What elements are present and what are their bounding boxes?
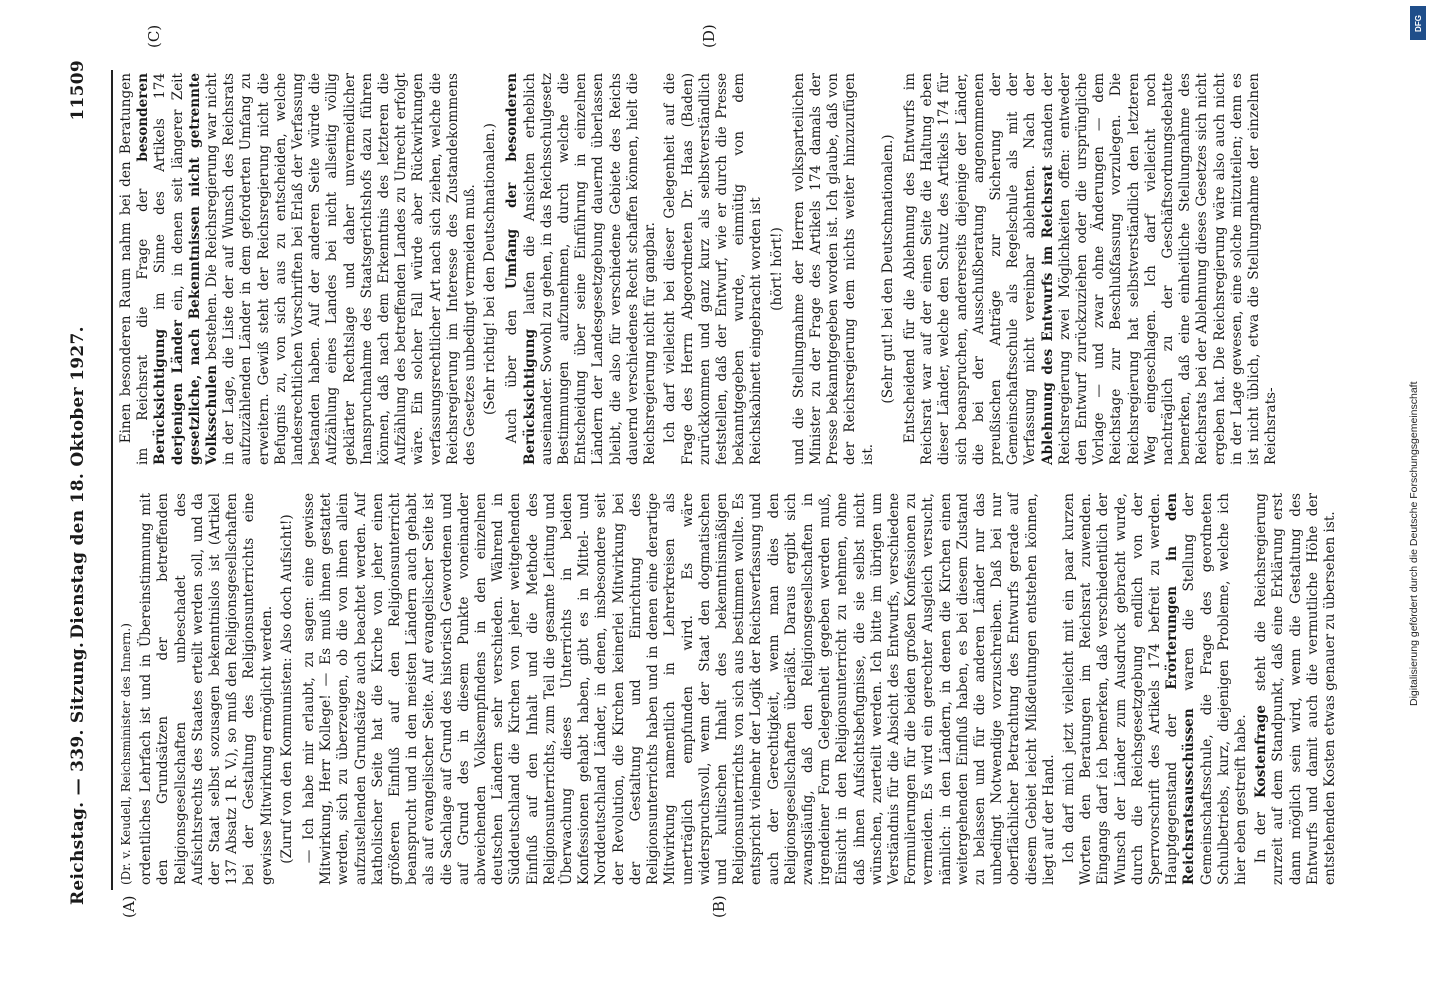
bold-phrase: Kostenfrage [1253, 704, 1270, 798]
paragraph: ordentliches Lehrfach ist und in Übereinstimmung mit den Grundsätzen der betreffenden Religionsgesellschaften unbeschadet des Aufsichtsrechts des Staates erteilt werden soll, und da der Staat selbst sozusagen bekenntnislos ist (Artikel 137 Absatz 1 R. V.), so muß den Religionsgesellschaften bei der Gestaltung des Religionsunterrichts eine gewisse Mitwirkung ermöglicht werden. [138, 493, 275, 885]
paragraph: In der Kostenfrage steht die Reichsregierung zurzeit auf dem Standpunkt, daß eine Erklärung erst dann möglich sein wird, wenn die Gestaltung des Entwurfs und damit auch die vermutliche Höhe der entstehenden Kosten etwas genauer zu übersehen ist. [1253, 493, 1339, 885]
paragraph: — Ich habe mir erlaubt, zu sagen: eine gewisse Mitwirkung, Herr Kollege! — Es muß ihnen gestattet werden, sich zu überzeugen, ob die von ihnen allein aufzustellenden Grundsätze auch beachtet werden. Auf katholischer Seite hat die Kirche von jeher einen größeren Einfluß auf den Religionsunterricht beansprucht und in den meisten Ländern auch gehabt als auf evangelischer Seite. Auf evangelischer Seite ist die Sachlage auf Grund des historisch Gewordenen und auf Grund des in diesem Punkte voneinander abweichenden Volksempfindens in den einzelnen deutschen Ländern sehr verschieden. Während in Süddeutschland die Kirchen von jeher weitgehenden Einfluß auf den Inhalt und die Methode des Religionsunterrichts, zum Teil die gesamte Leitung und Überwachung dieses Unterrichts in beiden Konfessionen gehabt haben, gibt es in Mittel- und Norddeutschland Länder, in denen, insbesondere seit der Revolution, die Kirchen keinerlei Mitwirkung bei der Gestaltung und Einrichtung des Religionsunterrichts haben und in denen eine derartige Mitwirkung namentlich in Lehrerkreisen als unerträglich empfunden wird. Es wäre widerspruchsvoll, wenn der Staat den dogmatischen und kultischen Inhalt des bekenntnismäßigen Religionsunterrichts von sich aus bestimmen wollte. Es entspricht vielmehr der Logik der Reichsverfassung und auch der Gerechtigkeit, wenn man dies den Religionsgesellschaften überläßt. Daraus ergibt sich zwangsläufig, daß den Religionsgesellschaften in irgendeiner Form Gelegenheit gegeben werden muß, Einsicht in den Religionsunterricht zu nehmen, ohne daß ihnen Aufsichtsbefugnisse, die sie selbst nicht wünschen, zuerteilt werden. Ich bitte im übrigen um Verständnis für die Absicht des Entwurfs, verschiedene Formulierungen für die beiden großen Konfessionen zu vermeiden. Es wird ein gerechter Ausgleich versucht, nämlich: in den Ländern, in denen die Kirchen einen weitergehenden Einfluß haben, es bei diesem Zustand zu belassen und für die anderen Länder nur das unbedingt Notwendige vorzuschreiben. Daß bei nur oberflächlicher Betrachtung des Entwurfs gerade auf diesem Gebiet leicht Mißdeutungen entstehen können, liegt auf der Hand. [301, 493, 1057, 885]
paragraph: Entscheidend für die Ablehnung des Entwurfs im Reichsrat war auf der einen Seite die Haltung eben dieser Länder, welche den Schutz des Artikels 174 für sich beanspruchen, andererseits diejenige der Länder, die bei der Ausschußberatung angenommenen preußischen Anträge zur Sicherung der Gemeinschaftsschule als Regelschule als mit der Verfassung nicht vereinbar ablehnten. Nach der Ablehnung des Entwurfs im Reichsrat standen der Reichsregierung zwei Möglichkeiten offen: entweder den Entwurf zurückzuziehen oder die ursprüngliche Vorlage — und zwar ohne Änderungen — dem Reichstage zur Beschlußfassung vorzulegen. Die Reichsregierung hat selbstverständlich den letzteren Weg eingeschlagen. Ich darf vielleicht noch nachträglich zu der Geschäftsordnungsdebatte bemerken, daß eine einheitliche Stellungnahme des Reichsrats bei der Ablehnung dieses Gesetzes sich nicht ergeben hat. Die Reichsregierung wäre also auch nicht in der Lage gewesen, eine solche mitzuteilen; denn es ist nicht üblich, etwa die Stellungnahme der einzelnen Reichsrats- [901, 73, 1280, 465]
interjection: (Sehr richtig! bei den Deutschnationalen.) [482, 123, 499, 415]
margin-marker-a: (A) [120, 895, 138, 918]
interjection: (hört! hört!) [768, 227, 785, 311]
speaker-line: (Dr. v. Keudell, Reichsminister des Innern.) [119, 623, 133, 885]
paragraph: Ich darf vielleicht bei dieser Gelegenheit auf die Frage des Herrn Abgeordneten Dr. Haas (Baden) zurückkommen und ganz kurz als selbstverständlich feststellen, daß der Entwurf, wie er durch die Presse bekanntgegeben wurde, einmütig von dem Reichskabinett eingebracht worden ist [662, 73, 765, 465]
margin-marker-b: (B) [710, 895, 728, 918]
dfg-logo: DFG [1410, 6, 1426, 40]
credit-text: Digitalisierung gefördert durch die Deutsche Forschungsgemeinschaft [1408, 381, 1420, 706]
header-left: Reichstag. — 339. Sitzung. [68, 641, 88, 905]
paragraph: Auch über den Umfang der besonderen Berücksichtigung laufen die Ansichten erheblich auseinander. Sowohl zu gehen, in das Reichsschulgesetz Bestimmungen aufzunehmen, durch welche die Entscheidung über seine Einführung in einzelnen Ländern der Landesgesetzgebung dauernd überlassen bleibt, die also für verschiedene Gebiete des Reichs dauernd verschiedenes Recht schaffen können, hielt die Reichsregierung nicht für gangbar. [504, 73, 659, 465]
interjection: (Zuruf von den Kommunisten: Also doch Aufsicht!) [278, 514, 295, 864]
paragraph: und die Stellungnahme der Herren volksparteilichen Minister zu der Frage des Artikels 174 damals der Presse bekanntgegeben worden ist. Ich glaube, daß von der Reichsregierung dem nichts weiter hinzuzufügen ist. [790, 73, 876, 465]
page-number: 11509 [68, 60, 88, 121]
digitization-credit [1406, 6, 1430, 706]
interjection: (Sehr gut! bei den Deutschnationalen.) [879, 134, 896, 404]
page-header [68, 60, 108, 905]
margin-marker-c: (C) [145, 24, 163, 48]
paragraph: Ich darf mich jetzt vielleicht mit ein paar kurzen Worten den Beratungen im Reichsrat zuwenden. Eingangs darf ich bemerken, daß verschiedentlich der Wunsch der Länder zum Ausdruck gebracht wurde, durch die Reichsgesetzgebung endlich von der Sperrvorschrift des Artikels 174 befreit zu werden. Hauptgegenstand der Erörterungen in den Reichsratsausschüssen waren die Stellung der Gemeinschaftsschule, die Frage des geordneten Schulbetriebs, kurz, diejenigen Probleme, welche ich hier eben gestreift habe. [1060, 493, 1249, 885]
margin-marker-d: (D) [700, 24, 718, 48]
bold-phrase: Erörterungen in den Reichsratsausschüssen [1164, 493, 1198, 885]
paragraph: Einen besonderen Raum nahm bei den Beratungen im Reichsrat die Frage der besonderen Berücksichtigung im Sinne des Artikels 174 derjenigen Länder ein, in denen seit längerer Zeit gesetzliche, nach Bekenntnissen nicht getrennte Volksschulen bestehen. Die Reichsregierung war nicht in der Lage, die Liste der auf Wunsch des Reichsrats aufzuzählenden Länder in dem geforderten Umfang zu erweitern. Gewiß steht der Reichsregierung nicht die Befugnis zu, von sich aus zu entscheiden, welche landesrechtlichen Vorschriften bei Erlaß der Verfassung bestanden haben. Auf der anderen Seite würde die Aufzählung eines Landes bei nicht allseitig völlig geklärter Rechtslage und daher unvermeidlicher Inanspruchnahme des Staatsgerichtshofs dazu führen können, daß nach dem Erkenntnis des letzteren die Aufzählung des betreffenden Landes zu Unrecht erfolgt wäre. Ein solcher Fall würde aber Rückwirkungen verfassungsrechtlicher Art nach sich ziehen, welche die Reichsregierung im Interesse des Zustandekommens des Gesetzes unbedingt vermeiden muß. [118, 73, 479, 465]
header-date: Dienstag den 18. Oktober 1927. [68, 326, 88, 639]
header-rule [111, 70, 113, 890]
bold-phrase: derjenigen Länder [169, 319, 186, 465]
left-column [118, 493, 1339, 885]
bold-phrase: Ablehnung des Entwurfs im Reichsrat [1039, 165, 1056, 465]
bold-phrase: gesetzliche, nach Bekenntnissen nicht getrennte Volksschulen [186, 73, 221, 465]
bold-phrase: Umfang der besonderen Berücksichtigung [504, 73, 538, 465]
bold-phrase: besonderen Berücksichtigung [135, 73, 169, 465]
right-column [118, 73, 1280, 465]
